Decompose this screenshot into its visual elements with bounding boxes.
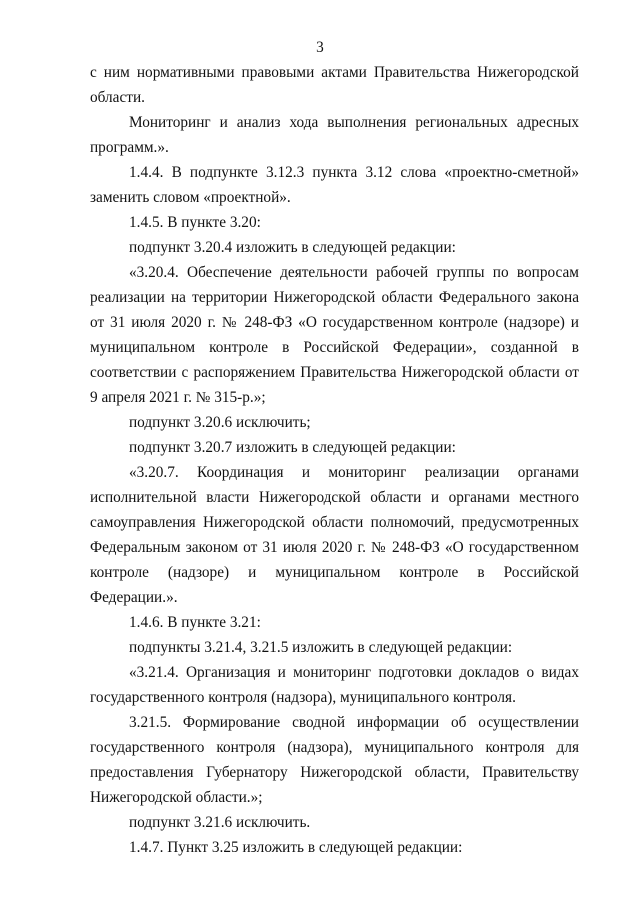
paragraph-1-4-4: 1.4.4. В подпункте 3.12.3 пункта 3.12 слова «проектно-сметной» заменить словом «проектной».	[90, 164, 579, 206]
paragraph-subitem-3-20-6: подпункт 3.20.6 исключить;	[129, 414, 311, 431]
paragraph-1-4-5: 1.4.5. В пункте 3.20:	[129, 214, 261, 231]
paragraph-1-4-7: 1.4.7. Пункт 3.25 изложить в следующей редакции:	[129, 839, 463, 856]
paragraph-subitem-3-20-7-intro: подпункт 3.20.7 изложить в следующей редакции:	[129, 439, 456, 456]
paragraph-1-4-6: 1.4.6. В пункте 3.21:	[129, 614, 261, 631]
document-body	[90, 60, 579, 860]
paragraph-continuation: с ним нормативными правовыми актами Правительства Нижегородской области.	[90, 64, 579, 106]
paragraph-3-20-7: «3.20.7. Координация и мониторинг реализации органами исполнительной власти Нижегородской области и органами местного самоуправления Нижегородской области полномочий, предусмотренных Федеральным законом от 31 июля 2020 г. № 248-ФЗ «О государственном контроле (надзоре) и муниципальном контроле в Российской Федерации.».	[90, 464, 579, 606]
paragraph-3-21-5: 3.21.5. Формирование сводной информации об осуществлении государственного контроля (надзора), муниципального контроля для предоставления Губернатору Нижегородской области, Правительству Нижегородской области.»;	[90, 714, 579, 806]
paragraph-monitoring-programs: Мониторинг и анализ хода выполнения региональных адресных программ.».	[90, 114, 579, 156]
paragraph-3-20-4: «3.20.4. Обеспечение деятельности рабочей группы по вопросам реализации на территории Нижегородской области Федерального закона от 31 июля 2020 г. № 248-ФЗ «О государственном контроле (надзоре) и муниципальном контроле в Российской Федерации», созданной в соответствии с распоряжением Правительства Нижегородской области от 9 апреля 2021 г. № 315-р.»;	[90, 264, 579, 406]
paragraph-subitems-3-21-intro: подпункты 3.21.4, 3.21.5 изложить в следующей редакции:	[129, 639, 513, 656]
page-number: 3	[316, 39, 324, 56]
paragraph-subitem-3-21-6: подпункт 3.21.6 исключить.	[129, 814, 311, 831]
paragraph-subitem-3-20-4-intro: подпункт 3.20.4 изложить в следующей редакции:	[129, 239, 456, 256]
paragraph-3-21-4: «3.21.4. Организация и мониторинг подготовки докладов о видах государственного контроля (надзора), муниципального контроля.	[90, 664, 579, 706]
